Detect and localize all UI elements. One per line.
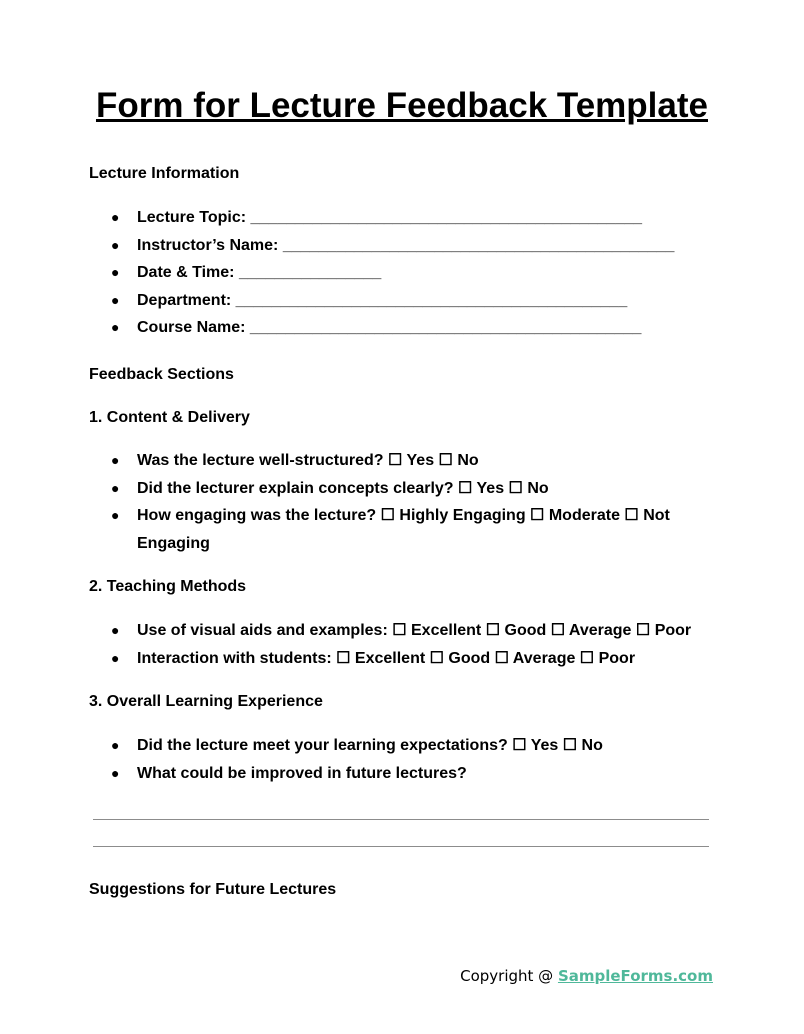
list-item (89, 204, 709, 232)
teaching-methods-heading: 2. Teaching Methods (89, 578, 247, 595)
question-visual-aids: Use of visual aids and examples: ☐ Excellent ☐ Good ☐ Average ☐ Poor (137, 622, 692, 639)
copyright-footer (460, 966, 713, 986)
page-title: Form for Lecture Feedback Template (95, 86, 708, 125)
list-item (89, 447, 709, 475)
list-item (89, 645, 709, 673)
question-improvements: What could be improved in future lectures? (137, 764, 467, 782)
list-item (89, 617, 709, 645)
sampleforms-link[interactable]: SampleForms.com (557, 967, 713, 985)
list-item (89, 732, 709, 760)
bullet-icon: ● (111, 507, 120, 523)
bullet-icon: ● (111, 209, 120, 225)
bullet-icon: ● (111, 236, 120, 253)
bullet-icon: ● (111, 649, 120, 666)
bullet-icon: ● (111, 764, 120, 781)
bullet-icon: ● (111, 452, 120, 468)
bullet-icon: ● (111, 319, 120, 335)
department-field: Department: ____________________________________________ (137, 291, 628, 309)
course-name-field: Course Name: ____________________________________________ (137, 319, 642, 336)
feedback-sections-heading: Feedback Sections (89, 366, 234, 383)
question-engaging: How engaging was the lecture? ☐ Highly Engaging ☐ Moderate ☐ Not Engaging (137, 507, 670, 552)
question-interaction: Interaction with students: ☐ Excellent ☐ Good ☐ Average ☐ Poor (137, 649, 636, 667)
list-item (89, 502, 709, 557)
teaching-methods-list (89, 617, 709, 672)
list-item (89, 287, 709, 315)
overall-experience-heading: 3. Overall Learning Experience (89, 693, 323, 710)
list-item (89, 259, 709, 287)
lecture-topic-field: Lecture Topic: ____________________________________________ (137, 209, 643, 226)
bullet-icon: ● (111, 264, 120, 280)
instructor-name-field: Instructor’s Name: ____________________________________________ (137, 236, 675, 254)
list-item (89, 760, 709, 788)
list-item (89, 232, 709, 260)
list-item (89, 314, 709, 342)
content-delivery-heading: 1. Content & Delivery (89, 409, 250, 426)
list-item (89, 475, 709, 503)
bullet-icon: ● (111, 479, 120, 496)
overall-experience-list (89, 732, 709, 787)
answer-line (93, 846, 709, 847)
answer-line (93, 819, 709, 820)
copyright-text: Copyright @ (460, 967, 558, 985)
content-delivery-list (89, 447, 709, 557)
date-time-field: Date & Time: ________________ (137, 264, 382, 281)
question-well-structured: Was the lecture well-structured? ☐ Yes ☐ No (137, 452, 479, 469)
bullet-icon: ● (111, 291, 120, 308)
suggestions-heading: Suggestions for Future Lectures (89, 881, 337, 898)
lecture-info-heading: Lecture Information (89, 165, 240, 182)
question-expectations: Did the lecture meet your learning expectations? ☐ Yes ☐ No (137, 737, 603, 754)
bullet-icon: ● (111, 622, 120, 638)
bullet-icon: ● (111, 737, 120, 753)
question-explain-clearly: Did the lecturer explain concepts clearly? ☐ Yes ☐ No (137, 479, 549, 497)
lecture-info-list (89, 204, 709, 342)
